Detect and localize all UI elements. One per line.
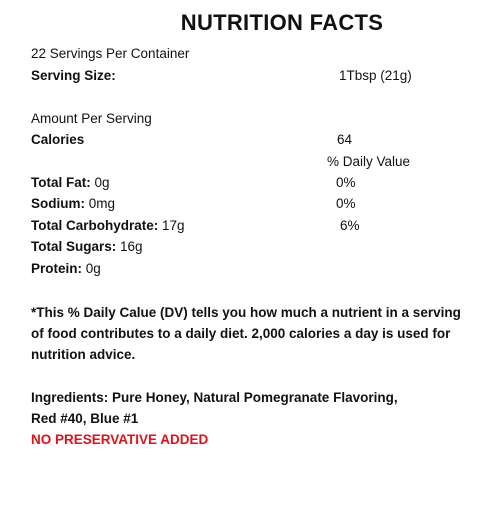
amount-per-serving: Amount Per Serving (31, 111, 152, 126)
nutrient-row (31, 261, 101, 276)
calories-label: Calories (31, 132, 85, 147)
ingredients-line-1: Ingredients: Pure Honey, Natural Pomegranate Flavoring, (31, 390, 398, 405)
nutrient-label: Total Sugars: (31, 239, 117, 254)
calories-value: 64 (337, 132, 353, 147)
nutrient-row (31, 218, 185, 233)
nutrient-amount: 0g (85, 261, 101, 276)
nutrient-label: Total Carbohydrate: (31, 218, 159, 233)
daily-value-footnote: *This % Daily Calue (DV) tells you how much a nutrient in a serving of food contributes to a daily diet. 2,000 calories a day is used for nutrition advice. (31, 305, 461, 362)
serving-size-label: Serving Size: (31, 68, 116, 83)
nutrient-label: Sodium: (31, 196, 85, 211)
page-title: NUTRITION FACTS (180, 10, 384, 35)
nutrient-amount: 0mg (88, 196, 116, 211)
nutrient-row (31, 196, 115, 211)
nutrient-dv: 0% (336, 196, 356, 211)
nutrient-label: Total Fat: (31, 175, 91, 190)
nutrient-amount: 0g (94, 175, 110, 190)
nutrient-dv: 0% (336, 175, 356, 190)
nutrient-amount: 16g (120, 239, 143, 254)
nutrient-amount: 17g (162, 218, 185, 233)
ingredients-line-2: Red #40, Blue #1 (31, 411, 139, 426)
serving-size-value: 1Tbsp (21g) (339, 68, 412, 83)
servings-per-container: 22 Servings Per Container (31, 46, 190, 61)
daily-value-header: % Daily Value (327, 154, 411, 169)
nutrient-row (31, 175, 110, 190)
nutrient-label: Protein: (31, 261, 83, 276)
nutrient-row (31, 239, 143, 254)
no-preservative-warning: NO PRESERVATIVE ADDED (31, 432, 209, 447)
nutrient-dv: 6% (340, 218, 360, 233)
